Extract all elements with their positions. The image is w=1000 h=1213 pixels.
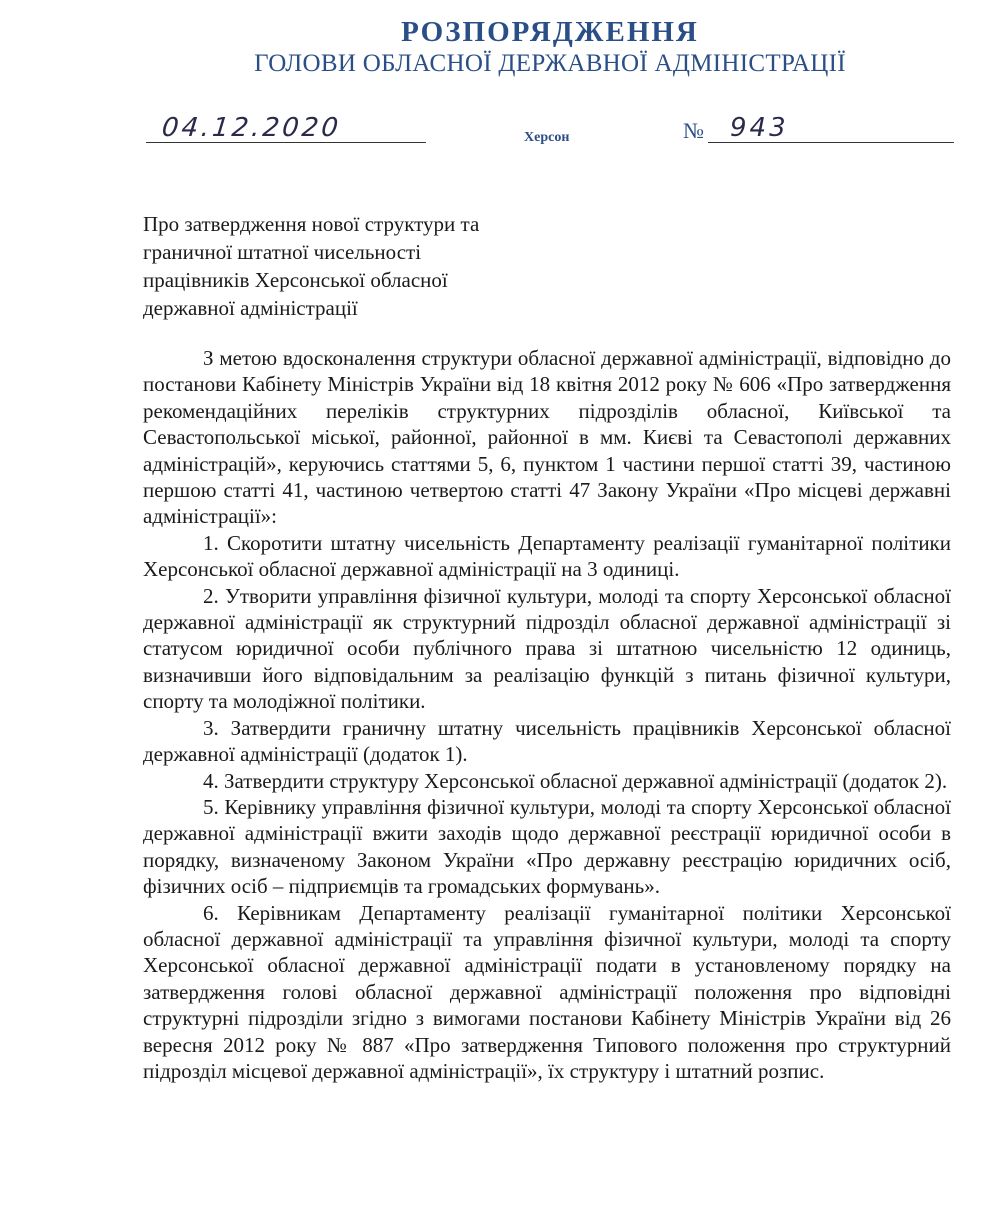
intro-paragraph: З метою вдосконалення структури обласної державної адміністрації, відповідно до постанови Кабінету Міністрів України від 18 квітня 2012 року № 606 «Про затвердження рекомендаційних переліків структурних підрозділів обласної, Київської та Севастопольської міської, районної, районної в мм. Києві та Севастополі державних адміністрацій», керуючись статтями 5, 6, пунктом 1 частини першої статті 39, частиною першою статті 41, частиною четвертою статті 47 Закону України «Про місцеві державні адміністрації»:	[143, 346, 951, 529]
city-label: Херсон	[524, 130, 570, 145]
order-item-6: 6. Керівникам Департаменту реалізації гуманітарної політики Херсонської обласної державної адміністрації та управління фізичної культури, молоді та спорту Херсонської обласної державної адміністрації подати в установленому порядку на затвердження голові обласної державної адміністрації положення про відповідні структурні підрозділи згідно з вимогами постанови Кабінету Міністрів України від 26 вересня 2012 року № 887 «Про затвердження Типового положення про структурний підрозділ місцевої державної адміністрації», їх структуру і штатний розпис.	[143, 900, 951, 1083]
handwritten-number: 943	[730, 113, 789, 143]
subject-line: державної адміністрації	[143, 296, 358, 320]
subject-line: Про затвердження нової структури та	[143, 212, 480, 236]
document-subtitle: ГОЛОВИ ОБЛАСНОЇ ДЕРЖАВНОЇ АДМІНІСТРАЦІЇ	[254, 50, 846, 77]
subject-line: граничної штатної чисельності	[143, 240, 422, 264]
subject-line: працівників Херсонської обласної	[143, 268, 448, 292]
order-item-3: 3. Затвердити граничну штатну чисельність працівників Херсонської обласної державної адміністрації (додаток 1).	[143, 715, 951, 767]
order-item-2: 2. Утворити управління фізичної культури, молоді та спорту Херсонської обласної державної адміністрації як структурний підрозділ обласної державної адміністрації зі статусом юридичної особи публічного права зі штатною чисельністю 12 одиниць, визначивши його відповідальним за реалізацію функцій з питань фізичної культури, спорту та молодіжної політики.	[143, 583, 951, 714]
order-item-4: 4. Затвердити структуру Херсонської обласної державної адміністрації (додаток 2).	[203, 768, 948, 793]
document-body	[143, 345, 951, 1084]
handwritten-date: 04.12.2020	[160, 113, 343, 143]
document-subject	[143, 210, 563, 322]
order-item-1: 1. Скоротити штатну чисельність Департаменту реалізації гуманітарної політики Херсонської обласної державної адміністрації на 3 одиниці.	[143, 530, 951, 582]
document-title: РОЗПОРЯДЖЕННЯ	[401, 16, 699, 48]
number-label: №	[683, 118, 704, 143]
order-item-5: 5. Керівнику управління фізичної культури, молоді та спорту Херсонської обласної державної адміністрації вжити заходів щодо державної реєстрації юридичної особи в порядку, визначеному Законом України «Про державну реєстрацію юридичних осіб, фізичних осіб – підприємців та громадських формувань».	[143, 794, 951, 899]
